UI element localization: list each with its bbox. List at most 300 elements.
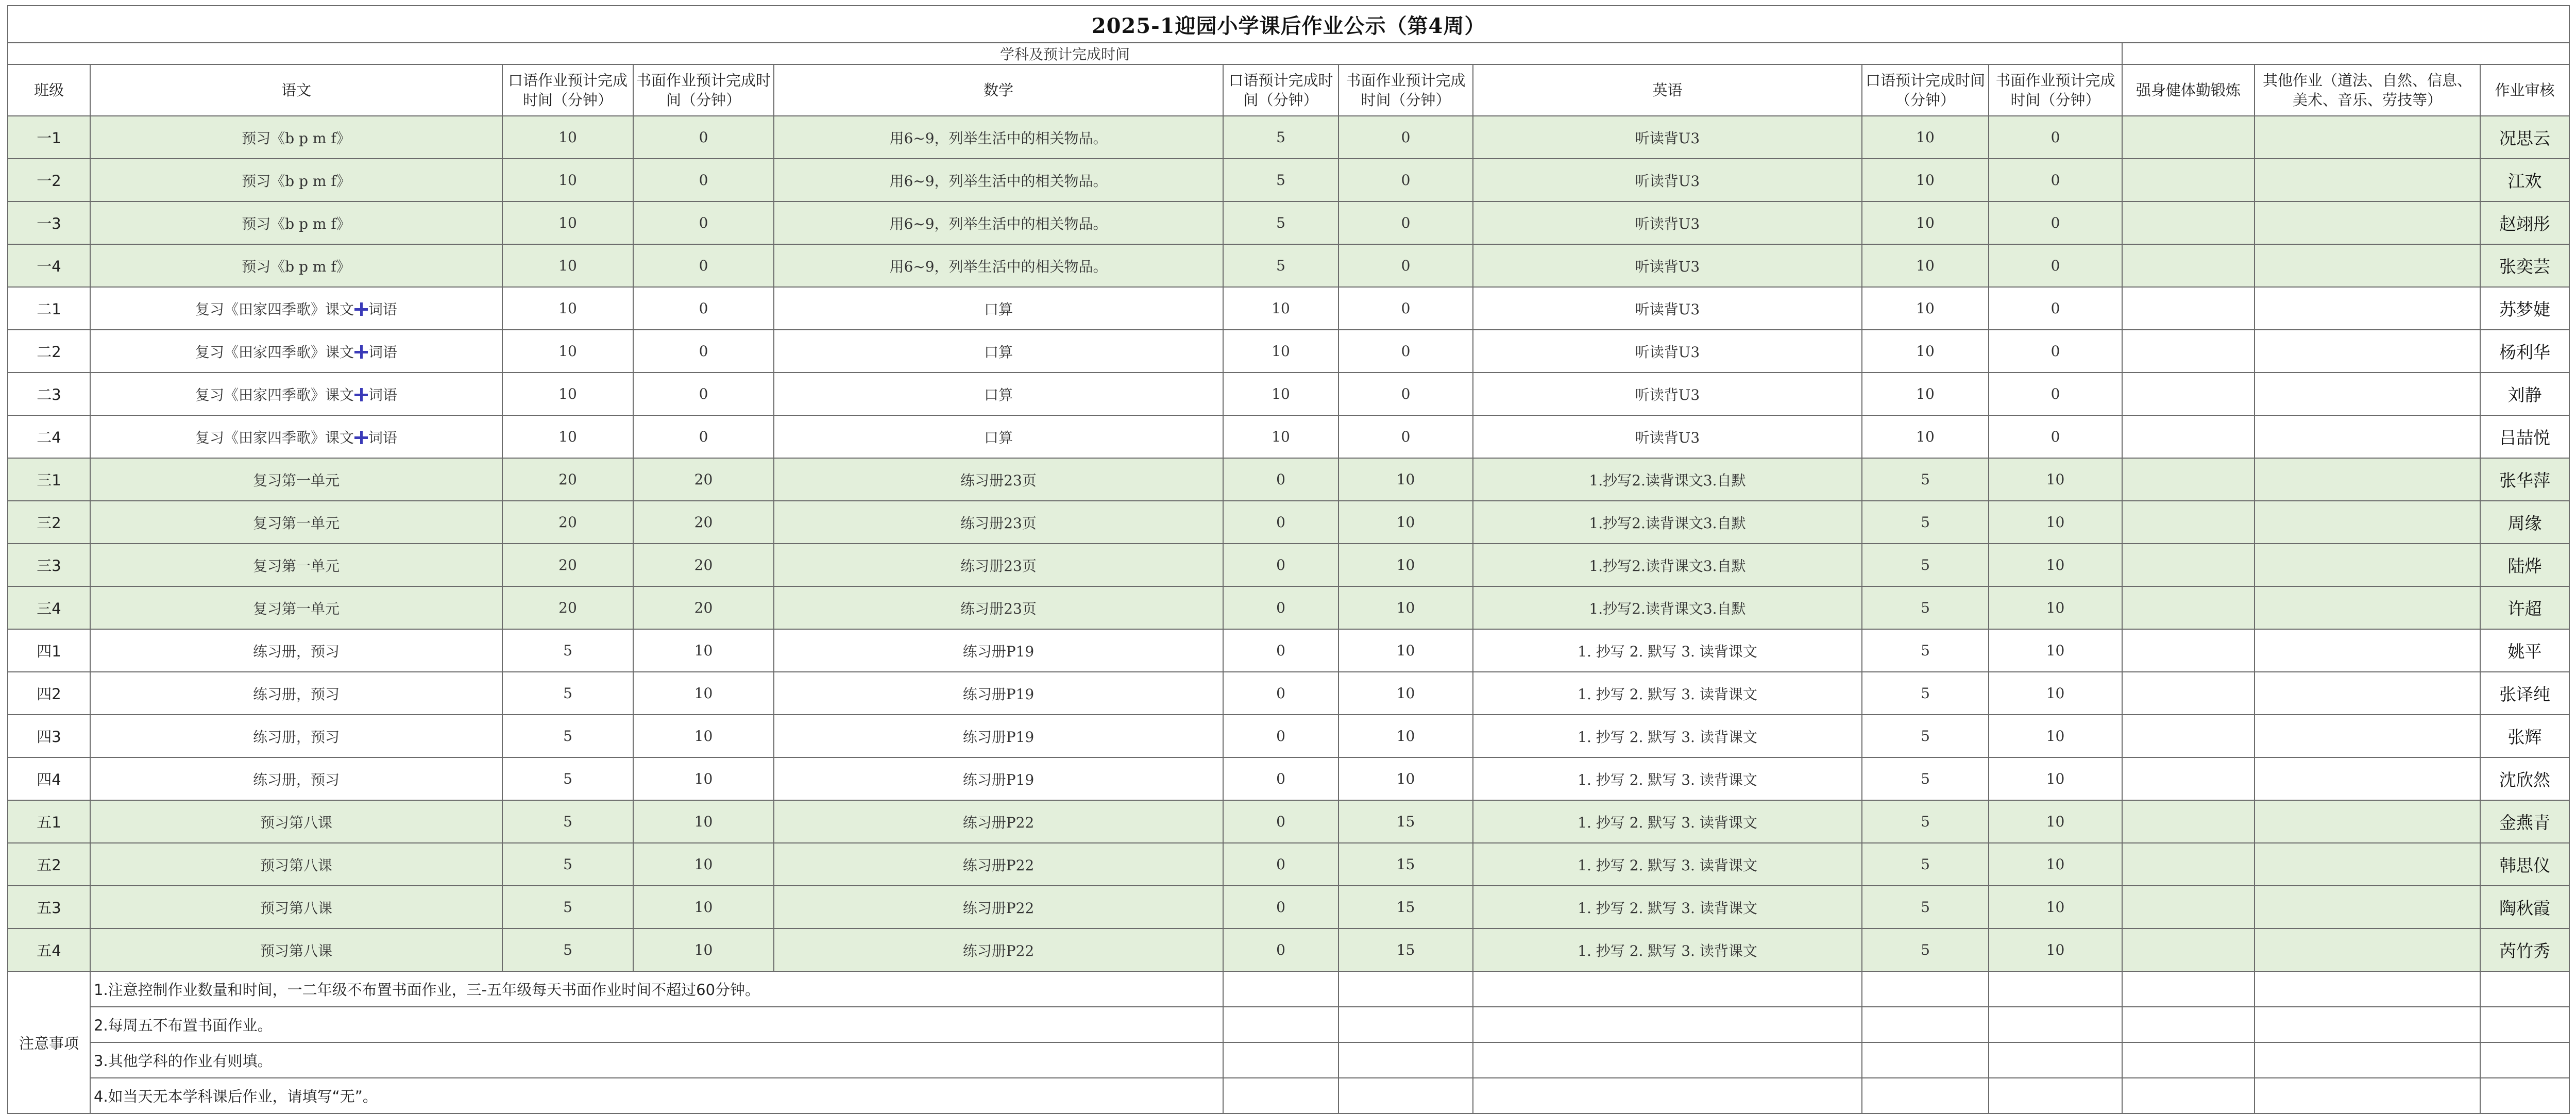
chinese-oral-time: 20 <box>502 501 633 544</box>
chinese-written-time: 10 <box>633 672 774 715</box>
notes-label: 注意事项 <box>8 971 90 1113</box>
chinese-oral-time: 10 <box>502 287 633 330</box>
reviewer-name: 吕喆悦 <box>2480 415 2569 458</box>
math-homework: 练习册23页 <box>774 501 1223 544</box>
other-homework <box>2255 929 2480 971</box>
math-homework: 练习册23页 <box>774 544 1223 586</box>
math-homework: 口算 <box>774 415 1223 458</box>
class-cell: 三4 <box>8 586 90 629</box>
chinese-homework-part: 复习《田家四季歌》课文 <box>195 429 354 446</box>
other-homework <box>2255 159 2480 201</box>
exercise-cell <box>2122 715 2255 757</box>
chinese-homework: 预习第八课 <box>90 843 502 886</box>
chinese-written-time: 20 <box>633 458 774 501</box>
chinese-oral-time: 10 <box>502 373 633 415</box>
math-written-time: 0 <box>1338 373 1473 415</box>
other-homework <box>2255 843 2480 886</box>
math-homework: 练习册P22 <box>774 886 1223 929</box>
chinese-written-time: 0 <box>633 415 774 458</box>
english-written-time: 10 <box>1989 843 2122 886</box>
english-homework: 1. 抄写 2. 默写 3. 读背课文 <box>1473 800 1862 843</box>
math-oral-time: 5 <box>1223 116 1338 159</box>
english-written-time: 10 <box>1989 929 2122 971</box>
english-homework: 1. 抄写 2. 默写 3. 读背课文 <box>1473 629 1862 672</box>
chinese-written-time: 20 <box>633 586 774 629</box>
english-homework: 听读背U3 <box>1473 373 1862 415</box>
table-row <box>8 929 2569 971</box>
exercise-cell <box>2122 586 2255 629</box>
math-written-time: 10 <box>1338 458 1473 501</box>
other-homework <box>2255 886 2480 929</box>
chinese-homework: 复习第一单元 <box>90 586 502 629</box>
math-written-time: 0 <box>1338 116 1473 159</box>
english-oral-time: 5 <box>1862 886 1989 929</box>
plus-marker-icon <box>354 345 368 359</box>
other-homework <box>2255 244 2480 287</box>
chinese-written-time: 0 <box>633 373 774 415</box>
chinese-oral-time: 10 <box>502 244 633 287</box>
plus-marker-icon <box>354 388 368 401</box>
class-cell: 二3 <box>8 373 90 415</box>
english-oral-time: 10 <box>1862 415 1989 458</box>
chinese-written-time: 20 <box>633 544 774 586</box>
reviewer-name: 江欢 <box>2480 159 2569 201</box>
other-homework <box>2255 629 2480 672</box>
table-row <box>8 287 2569 330</box>
math-oral-time: 0 <box>1223 586 1338 629</box>
english-homework: 1.抄写2.读背课文3.自默 <box>1473 501 1862 544</box>
math-written-time: 15 <box>1338 929 1473 971</box>
english-oral-time: 5 <box>1862 629 1989 672</box>
other-homework <box>2255 501 2480 544</box>
math-oral-time: 0 <box>1223 757 1338 800</box>
english-written-time: 0 <box>1989 373 2122 415</box>
math-homework: 练习册23页 <box>774 586 1223 629</box>
chinese-homework: 预习第八课 <box>90 886 502 929</box>
math-oral-time: 0 <box>1223 501 1338 544</box>
exercise-cell <box>2122 330 2255 373</box>
math-written-time: 15 <box>1338 843 1473 886</box>
chinese-homework: 练习册，预习 <box>90 757 502 800</box>
table-row <box>8 458 2569 501</box>
table-row <box>8 159 2569 201</box>
math-written-time: 10 <box>1338 501 1473 544</box>
exercise-cell <box>2122 544 2255 586</box>
class-cell: 一1 <box>8 116 90 159</box>
table-row <box>8 116 2569 159</box>
other-homework <box>2255 201 2480 244</box>
chinese-homework: 预习《b p m f》 <box>90 201 502 244</box>
column-header-row <box>8 64 2569 116</box>
english-oral-time: 5 <box>1862 843 1989 886</box>
table-row <box>8 757 2569 800</box>
col-header-math-written-time: 书面作业预计完成时间（分钟） <box>1338 64 1473 116</box>
chinese-homework: 练习册，预习 <box>90 715 502 757</box>
math-written-time: 10 <box>1338 629 1473 672</box>
math-homework: 口算 <box>774 330 1223 373</box>
chinese-oral-time: 20 <box>502 544 633 586</box>
note-item: 4.如当天无本学科课后作业，请填写“无”。 <box>90 1078 1223 1113</box>
english-homework: 听读背U3 <box>1473 244 1862 287</box>
reviewer-name: 苏梦婕 <box>2480 287 2569 330</box>
col-header-english: 英语 <box>1473 64 1862 116</box>
chinese-written-time: 0 <box>633 244 774 287</box>
table-row <box>8 886 2569 929</box>
english-written-time: 0 <box>1989 244 2122 287</box>
math-homework: 练习册23页 <box>774 458 1223 501</box>
english-oral-time: 10 <box>1862 287 1989 330</box>
math-homework: 练习册P22 <box>774 843 1223 886</box>
chinese-oral-time: 5 <box>502 800 633 843</box>
math-homework: 练习册P22 <box>774 929 1223 971</box>
other-homework <box>2255 287 2480 330</box>
math-oral-time: 0 <box>1223 800 1338 843</box>
table-row <box>8 544 2569 586</box>
chinese-homework: 复习第一单元 <box>90 458 502 501</box>
reviewer-name: 张奕芸 <box>2480 244 2569 287</box>
class-cell: 四3 <box>8 715 90 757</box>
chinese-oral-time: 5 <box>502 715 633 757</box>
english-homework: 1. 抄写 2. 默写 3. 读背课文 <box>1473 715 1862 757</box>
reviewer-name: 沈欣然 <box>2480 757 2569 800</box>
col-header-math-oral-time: 口语预计完成时间（分钟） <box>1223 64 1338 116</box>
math-written-time: 10 <box>1338 757 1473 800</box>
class-cell: 二4 <box>8 415 90 458</box>
english-oral-time: 10 <box>1862 201 1989 244</box>
english-written-time: 10 <box>1989 629 2122 672</box>
english-written-time: 10 <box>1989 586 2122 629</box>
table-row <box>8 501 2569 544</box>
other-homework <box>2255 757 2480 800</box>
chinese-oral-time: 5 <box>502 757 633 800</box>
english-homework: 1. 抄写 2. 默写 3. 读背课文 <box>1473 843 1862 886</box>
math-written-time: 0 <box>1338 201 1473 244</box>
math-oral-time: 0 <box>1223 629 1338 672</box>
english-oral-time: 5 <box>1862 929 1989 971</box>
other-homework <box>2255 415 2480 458</box>
table-row <box>8 715 2569 757</box>
math-homework: 练习册P19 <box>774 629 1223 672</box>
math-written-time: 0 <box>1338 330 1473 373</box>
class-cell: 五2 <box>8 843 90 886</box>
table-row <box>8 672 2569 715</box>
reviewer-name: 金燕青 <box>2480 800 2569 843</box>
math-homework: 练习册P22 <box>774 800 1223 843</box>
reviewer-name: 韩思仪 <box>2480 843 2569 886</box>
english-homework: 1. 抄写 2. 默写 3. 读背课文 <box>1473 757 1862 800</box>
english-written-time: 10 <box>1989 757 2122 800</box>
chinese-homework-part: 复习《田家四季歌》课文 <box>195 343 354 361</box>
class-cell: 一2 <box>8 159 90 201</box>
english-oral-time: 10 <box>1862 159 1989 201</box>
english-written-time: 10 <box>1989 458 2122 501</box>
english-homework: 1. 抄写 2. 默写 3. 读背课文 <box>1473 672 1862 715</box>
math-written-time: 0 <box>1338 159 1473 201</box>
math-oral-time: 0 <box>1223 843 1338 886</box>
english-oral-time: 10 <box>1862 116 1989 159</box>
chinese-homework: 预习《b p m f》 <box>90 244 502 287</box>
math-oral-time: 10 <box>1223 330 1338 373</box>
chinese-oral-time: 5 <box>502 886 633 929</box>
math-written-time: 0 <box>1338 244 1473 287</box>
table-row <box>8 244 2569 287</box>
math-homework: 用6~9，列举生活中的相关物品。 <box>774 116 1223 159</box>
math-oral-time: 0 <box>1223 458 1338 501</box>
table-row <box>8 330 2569 373</box>
exercise-cell <box>2122 159 2255 201</box>
chinese-oral-time: 5 <box>502 672 633 715</box>
chinese-written-time: 10 <box>633 629 774 672</box>
class-cell: 四2 <box>8 672 90 715</box>
chinese-written-time: 10 <box>633 843 774 886</box>
reviewer-name: 张译纯 <box>2480 672 2569 715</box>
english-written-time: 10 <box>1989 672 2122 715</box>
chinese-homework: 预习《b p m f》 <box>90 159 502 201</box>
exercise-cell <box>2122 929 2255 971</box>
chinese-written-time: 10 <box>633 929 774 971</box>
other-homework <box>2255 800 2480 843</box>
chinese-homework <box>90 373 502 415</box>
chinese-written-time: 10 <box>633 715 774 757</box>
class-cell: 五1 <box>8 800 90 843</box>
chinese-written-time: 20 <box>633 501 774 544</box>
chinese-oral-time: 20 <box>502 458 633 501</box>
homework-sheet <box>7 5 2570 1114</box>
table-row <box>8 843 2569 886</box>
class-cell: 一4 <box>8 244 90 287</box>
english-oral-time: 5 <box>1862 757 1989 800</box>
english-homework: 听读背U3 <box>1473 287 1862 330</box>
english-homework: 1.抄写2.读背课文3.自默 <box>1473 586 1862 629</box>
col-header-math: 数学 <box>774 64 1223 116</box>
english-written-time: 10 <box>1989 886 2122 929</box>
chinese-homework-part: 词语 <box>368 429 398 446</box>
english-written-time: 0 <box>1989 201 2122 244</box>
exercise-cell <box>2122 287 2255 330</box>
col-header-class: 班级 <box>8 64 90 116</box>
english-oral-time: 5 <box>1862 501 1989 544</box>
page-title: 2025-1迎园小学课后作业公示（第4周） <box>8 6 2569 43</box>
class-cell: 二1 <box>8 287 90 330</box>
col-header-english-oral-time: 口语预计完成时间（分钟） <box>1862 64 1989 116</box>
exercise-cell <box>2122 116 2255 159</box>
col-header-chinese-oral-time: 口语作业预计完成时间（分钟） <box>502 64 633 116</box>
col-header-other: 其他作业（道法、自然、信息、美术、音乐、劳技等） <box>2255 64 2480 116</box>
plus-marker-icon <box>354 302 368 316</box>
english-written-time: 10 <box>1989 501 2122 544</box>
chinese-homework: 复习第一单元 <box>90 544 502 586</box>
math-homework: 用6~9，列举生活中的相关物品。 <box>774 244 1223 287</box>
exercise-cell <box>2122 800 2255 843</box>
other-homework <box>2255 458 2480 501</box>
other-homework <box>2255 116 2480 159</box>
table-row <box>8 800 2569 843</box>
math-homework: 口算 <box>774 287 1223 330</box>
reviewer-name: 张华萍 <box>2480 458 2569 501</box>
chinese-homework-part: 复习《田家四季歌》课文 <box>195 300 354 318</box>
english-homework: 1.抄写2.读背课文3.自默 <box>1473 544 1862 586</box>
math-oral-time: 0 <box>1223 715 1338 757</box>
english-written-time: 10 <box>1989 715 2122 757</box>
english-oral-time: 5 <box>1862 544 1989 586</box>
other-homework <box>2255 715 2480 757</box>
reviewer-name: 赵翊彤 <box>2480 201 2569 244</box>
english-written-time: 10 <box>1989 544 2122 586</box>
exercise-cell <box>2122 415 2255 458</box>
other-homework <box>2255 672 2480 715</box>
chinese-oral-time: 20 <box>502 586 633 629</box>
english-homework: 听读背U3 <box>1473 116 1862 159</box>
chinese-homework <box>90 330 502 373</box>
english-written-time: 0 <box>1989 287 2122 330</box>
english-written-time: 0 <box>1989 116 2122 159</box>
math-oral-time: 5 <box>1223 244 1338 287</box>
chinese-homework: 练习册，预习 <box>90 629 502 672</box>
chinese-homework: 预习第八课 <box>90 800 502 843</box>
table-row <box>8 629 2569 672</box>
class-cell: 四4 <box>8 757 90 800</box>
chinese-homework: 预习第八课 <box>90 929 502 971</box>
chinese-homework: 预习《b p m f》 <box>90 116 502 159</box>
math-homework: 练习册P19 <box>774 757 1223 800</box>
english-oral-time: 10 <box>1862 330 1989 373</box>
other-homework <box>2255 586 2480 629</box>
col-header-exercise: 强身健体勤锻炼 <box>2122 64 2255 116</box>
chinese-oral-time: 10 <box>502 116 633 159</box>
chinese-oral-time: 5 <box>502 629 633 672</box>
class-cell: 一3 <box>8 201 90 244</box>
english-homework: 1. 抄写 2. 默写 3. 读背课文 <box>1473 886 1862 929</box>
math-written-time: 10 <box>1338 715 1473 757</box>
col-header-english-written-time: 书面作业预计完成时间（分钟） <box>1989 64 2122 116</box>
reviewer-name: 张辉 <box>2480 715 2569 757</box>
chinese-oral-time: 10 <box>502 330 633 373</box>
exercise-cell <box>2122 244 2255 287</box>
math-written-time: 0 <box>1338 415 1473 458</box>
math-written-time: 0 <box>1338 287 1473 330</box>
table-row <box>8 201 2569 244</box>
reviewer-name: 况思云 <box>2480 116 2569 159</box>
math-homework: 练习册P19 <box>774 715 1223 757</box>
other-homework <box>2255 373 2480 415</box>
exercise-cell <box>2122 757 2255 800</box>
math-oral-time: 10 <box>1223 415 1338 458</box>
reviewer-name: 杨利华 <box>2480 330 2569 373</box>
english-homework: 听读背U3 <box>1473 159 1862 201</box>
reviewer-name: 周缘 <box>2480 501 2569 544</box>
col-header-review: 作业审核 <box>2480 64 2569 116</box>
chinese-written-time: 0 <box>633 159 774 201</box>
math-written-time: 10 <box>1338 586 1473 629</box>
math-oral-time: 0 <box>1223 672 1338 715</box>
chinese-oral-time: 10 <box>502 201 633 244</box>
english-homework: 1.抄写2.读背课文3.自默 <box>1473 458 1862 501</box>
math-oral-time: 10 <box>1223 287 1338 330</box>
english-oral-time: 10 <box>1862 373 1989 415</box>
class-cell: 四1 <box>8 629 90 672</box>
reviewer-name: 陆烨 <box>2480 544 2569 586</box>
math-homework: 用6~9，列举生活中的相关物品。 <box>774 201 1223 244</box>
exercise-cell <box>2122 501 2255 544</box>
chinese-homework: 复习第一单元 <box>90 501 502 544</box>
chinese-written-time: 0 <box>633 287 774 330</box>
math-oral-time: 0 <box>1223 929 1338 971</box>
math-written-time: 10 <box>1338 544 1473 586</box>
english-written-time: 0 <box>1989 415 2122 458</box>
chinese-homework-part: 词语 <box>368 343 398 361</box>
exercise-cell <box>2122 458 2255 501</box>
note-item: 2.每周五不布置书面作业。 <box>90 1007 1223 1042</box>
chinese-homework-part: 复习《田家四季歌》课文 <box>195 386 354 403</box>
chinese-written-time: 10 <box>633 757 774 800</box>
subject-time-subheader: 学科及预计完成时间 <box>8 43 2122 64</box>
chinese-homework-part: 词语 <box>368 386 398 403</box>
chinese-homework <box>90 415 502 458</box>
col-header-chinese: 语文 <box>90 64 502 116</box>
english-oral-time: 5 <box>1862 458 1989 501</box>
math-written-time: 15 <box>1338 800 1473 843</box>
plus-marker-icon <box>354 431 368 444</box>
chinese-homework-part: 词语 <box>368 300 398 318</box>
class-cell: 五4 <box>8 929 90 971</box>
col-header-chinese-written-time: 书面作业预计完成时间（分钟） <box>633 64 774 116</box>
other-homework <box>2255 544 2480 586</box>
reviewer-name: 刘静 <box>2480 373 2569 415</box>
english-homework: 听读背U3 <box>1473 415 1862 458</box>
chinese-oral-time: 10 <box>502 415 633 458</box>
reviewer-name: 许超 <box>2480 586 2569 629</box>
english-oral-time: 5 <box>1862 800 1989 843</box>
class-cell: 三2 <box>8 501 90 544</box>
english-homework: 1. 抄写 2. 默写 3. 读背课文 <box>1473 929 1862 971</box>
table-row <box>8 586 2569 629</box>
exercise-cell <box>2122 373 2255 415</box>
reviewer-name: 姚平 <box>2480 629 2569 672</box>
chinese-written-time: 0 <box>633 116 774 159</box>
note-item: 1.注意控制作业数量和时间，一二年级不布置书面作业，三-五年级每天书面作业时间不超过60分钟。 <box>90 971 1223 1007</box>
chinese-oral-time: 5 <box>502 843 633 886</box>
class-cell: 二2 <box>8 330 90 373</box>
english-oral-time: 10 <box>1862 244 1989 287</box>
note-item: 3.其他学科的作业有则填。 <box>90 1042 1223 1078</box>
math-oral-time: 5 <box>1223 201 1338 244</box>
exercise-cell <box>2122 629 2255 672</box>
class-cell: 五3 <box>8 886 90 929</box>
homework-table <box>7 5 2570 1114</box>
exercise-cell <box>2122 886 2255 929</box>
reviewer-name: 芮竹秀 <box>2480 929 2569 971</box>
chinese-written-time: 10 <box>633 800 774 843</box>
table-row <box>8 373 2569 415</box>
math-oral-time: 0 <box>1223 886 1338 929</box>
english-oral-time: 5 <box>1862 715 1989 757</box>
class-cell: 三1 <box>8 458 90 501</box>
english-oral-time: 5 <box>1862 586 1989 629</box>
english-written-time: 10 <box>1989 800 2122 843</box>
chinese-written-time: 0 <box>633 201 774 244</box>
subheader-blank <box>2122 43 2569 64</box>
other-homework <box>2255 330 2480 373</box>
chinese-written-time: 10 <box>633 886 774 929</box>
math-homework: 用6~9，列举生活中的相关物品。 <box>774 159 1223 201</box>
english-written-time: 0 <box>1989 159 2122 201</box>
math-oral-time: 5 <box>1223 159 1338 201</box>
math-oral-time: 0 <box>1223 544 1338 586</box>
math-oral-time: 10 <box>1223 373 1338 415</box>
english-homework: 听读背U3 <box>1473 201 1862 244</box>
chinese-homework <box>90 287 502 330</box>
english-homework: 听读背U3 <box>1473 330 1862 373</box>
